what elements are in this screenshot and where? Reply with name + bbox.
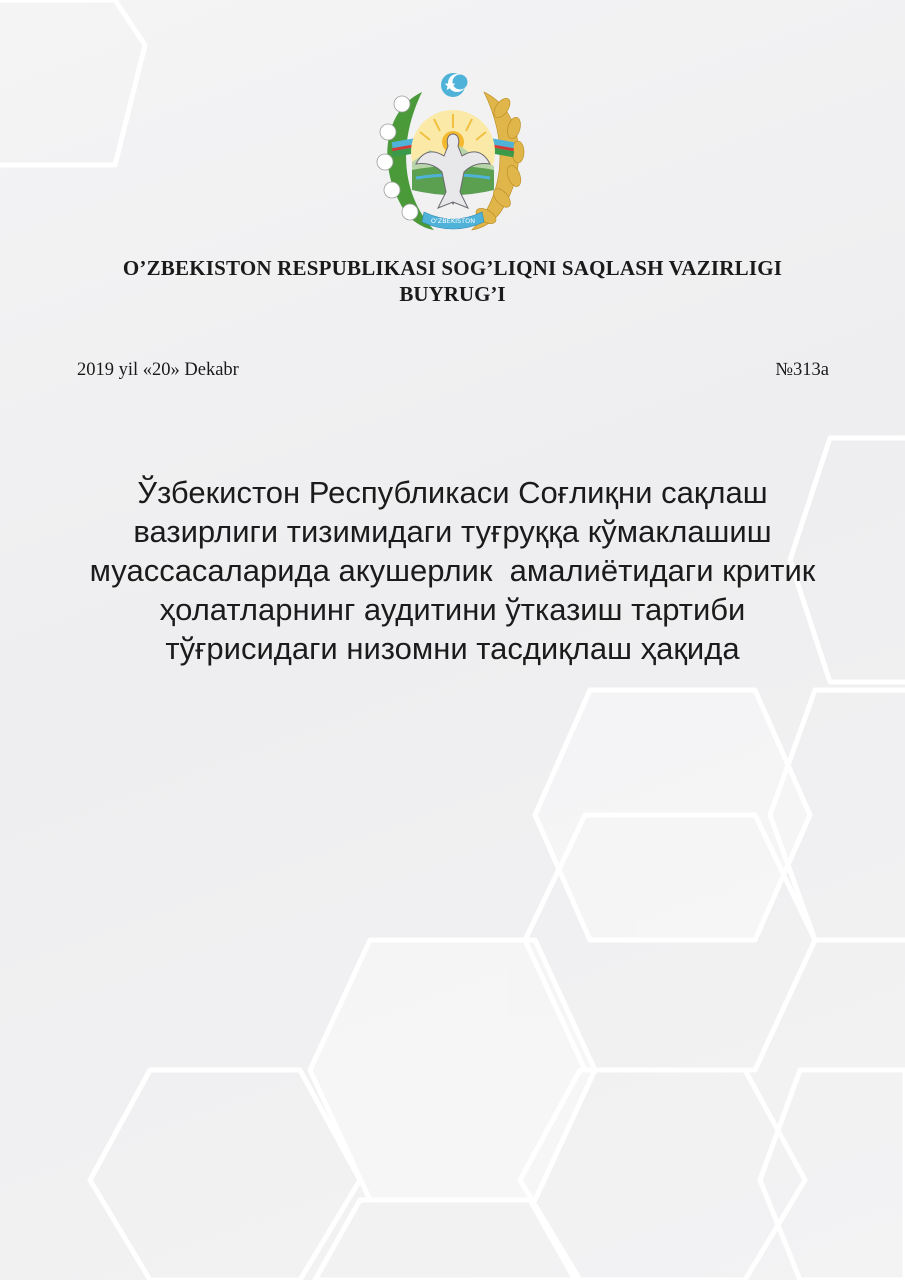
title-line: вазирлиги тизимидаги туғруққа кўмаклашиш [133, 514, 772, 549]
ministry-name: O’ZBEKISTON RESPUBLIKASI SOG’LIQNI SAQLASH VAZIRLIGI [122, 256, 783, 280]
title-line: Ўзбекистон Республикаси Соғлиқни сақлаш [137, 475, 768, 510]
title-line: тўғрисидаги низомни тасдиқлаш ҳақида [165, 631, 740, 666]
document-number: №313a [775, 360, 829, 380]
title-line: муассасаларида акушерлик амалиётидаги критик [89, 553, 816, 588]
state-emblem-icon [372, 70, 534, 236]
emblem-ribbon-text: O'ZBEKISTON [430, 217, 476, 225]
document-title [0, 473, 905, 668]
title-line: ҳолатларнинг аудитини ўтказиш тартиби [159, 592, 746, 627]
document-type: BUYRUG’I [399, 282, 506, 306]
document-date: 2019 yil «20» Dekabr [77, 360, 239, 380]
document-header [0, 255, 905, 307]
